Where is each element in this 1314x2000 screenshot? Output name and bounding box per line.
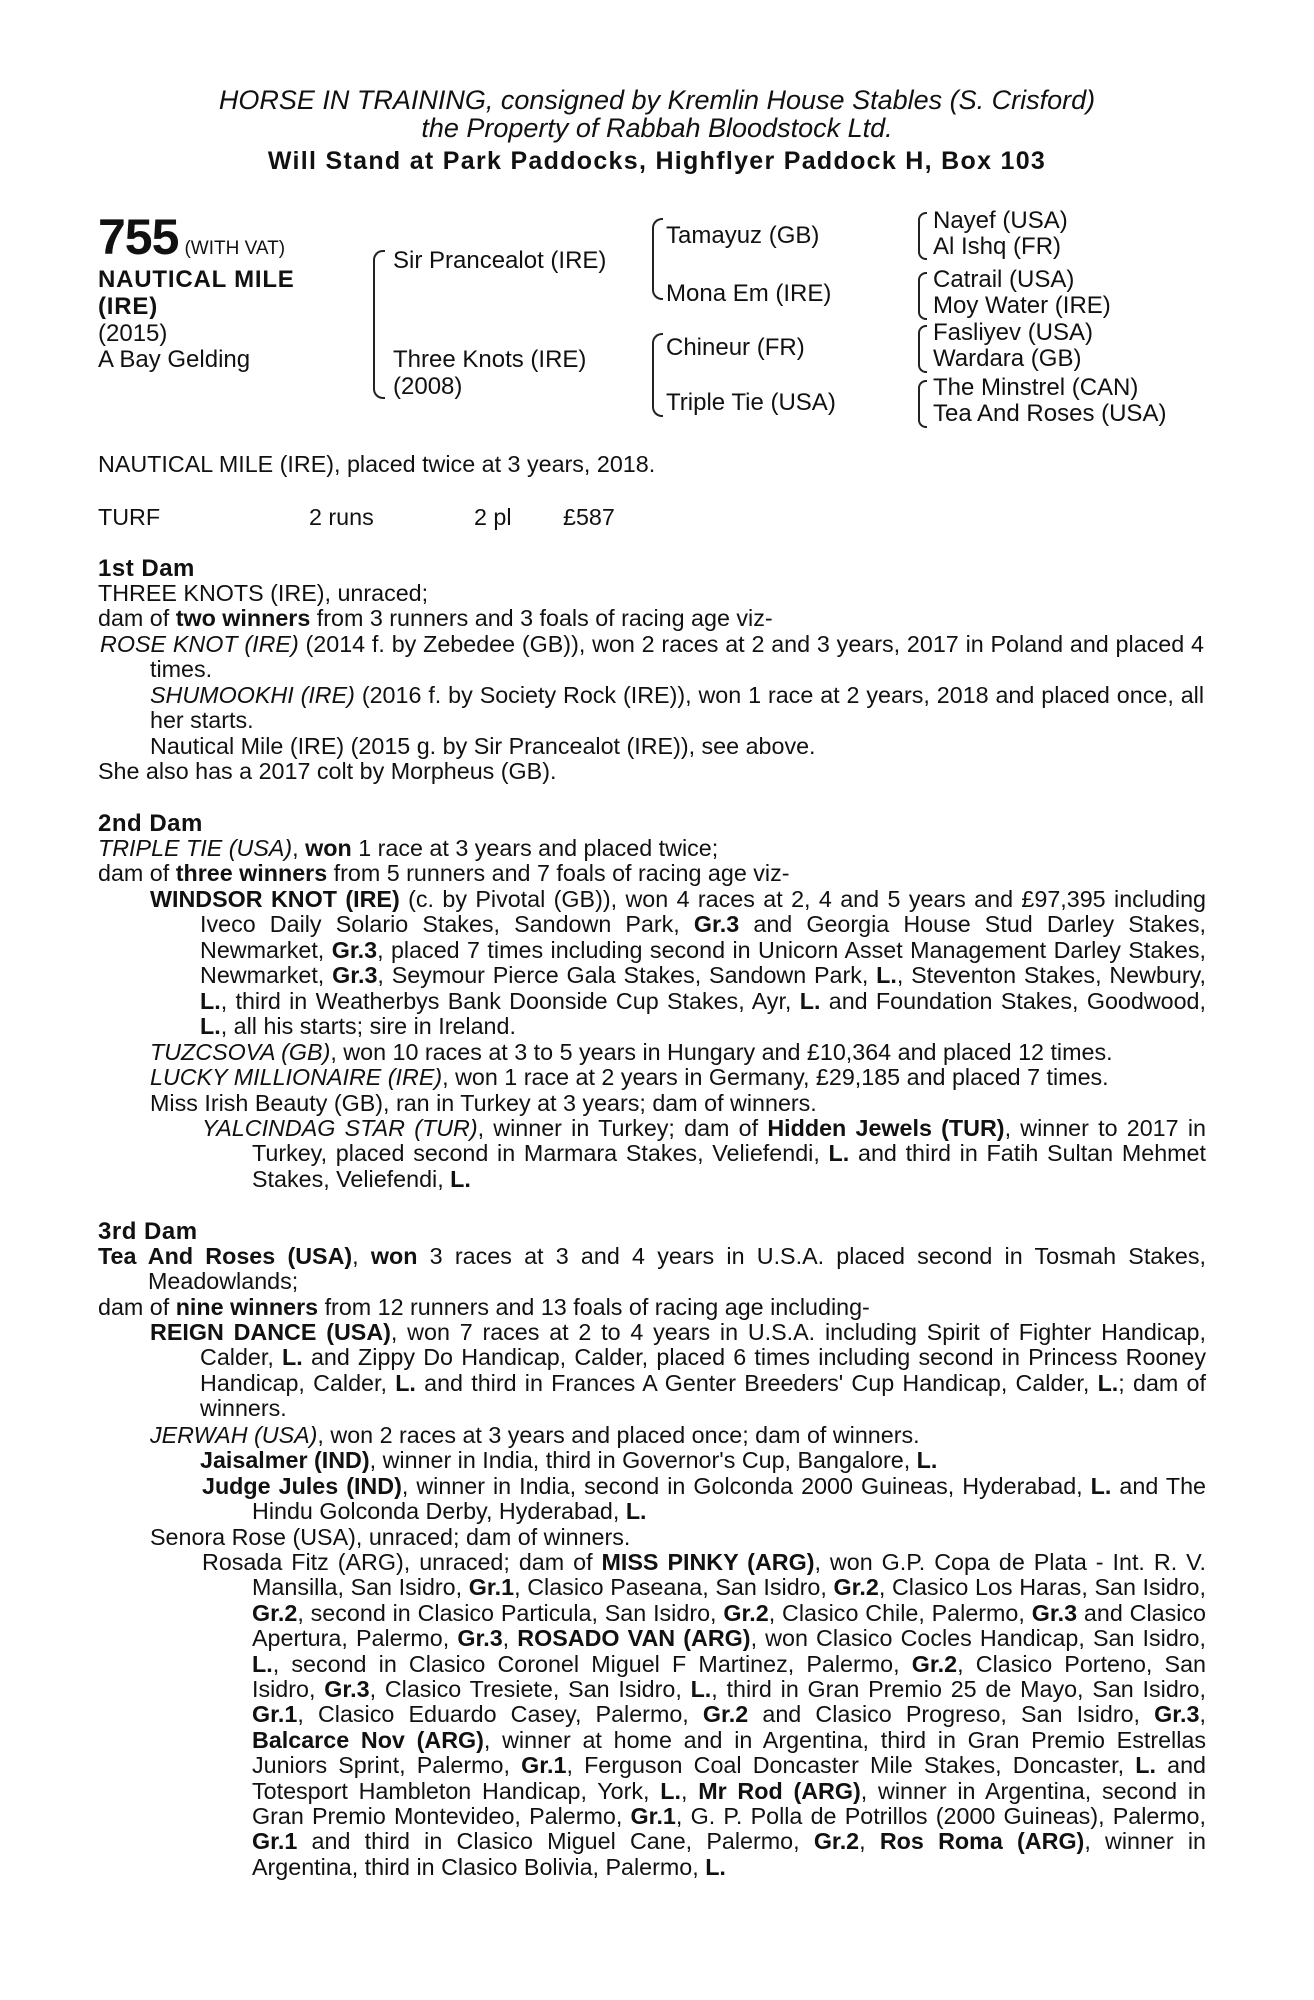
sire-line-brace (652, 218, 663, 300)
dam-sire: Chineur (FR) (666, 334, 805, 361)
dam-dam-sire: The Minstrel (CAN) (933, 374, 1139, 401)
consignor-line: HORSE IN TRAINING, consigned by Kremlin House Stables (S. Crisford) (218, 85, 1096, 115)
produce-reign-dance: REIGN DANCE (USA), won 7 races at 2 to 4 years in U.S.A. including Spirit of Fighter Handicap, Calder, L. and Zippy Do Handicap, Calder, placed 6 times including second in Princess Rooney Handicap, Calder, L. and third in Frances A Genter Breeders' Cup Handicap, Calder, L.; dam of winners. (150, 1319, 1206, 1422)
dam-sire-dam: Wardara (GB) (933, 345, 1082, 372)
record-earnings: £587 (563, 504, 615, 530)
produce-senora-rose: Senora Rose (USA), unraced; dam of winners. (150, 1524, 631, 1550)
third-dam-line: Tea And Roses (USA), won 3 races at 3 and 4 years in U.S.A. placed second in Tosmah Stakes, Meadowlands; (98, 1243, 1206, 1295)
gen3-brace (918, 325, 927, 373)
sire-dam-sire: Catrail (USA) (933, 266, 1075, 293)
second-dam-heading: 2nd Dam (98, 810, 203, 837)
horse-name: NAUTICAL MILE (98, 266, 295, 293)
produce-jaisalmer: Jaisalmer (IND), winner in India, third in Governor's Cup, Bangalore, L. (200, 1447, 938, 1473)
record-runs: 2 runs (309, 504, 374, 530)
dam-dam-dam: Tea And Roses (USA) (933, 400, 1167, 427)
horse-description: A Bay Gelding (98, 346, 251, 373)
produce-jerwah: JERWAH (USA), won 2 races at 3 years and placed once; dam of winners. (150, 1422, 920, 1448)
second-dam-produce-line: dam of three winners from 5 runners and 7 foals of racing age viz- (98, 860, 790, 886)
gen3-brace (918, 212, 927, 260)
produce-nautical-mile: Nautical Mile (IRE) (2015 g. by Sir Prancealot (IRE)), see above. (150, 733, 816, 759)
sire-sire: Tamayuz (GB) (666, 222, 820, 249)
sire: Sir Prancealot (IRE) (393, 247, 607, 274)
dam-year: (2008) (393, 373, 463, 400)
property-line: the Property of Rabbah Bloodstock Ltd. (421, 113, 893, 143)
stabling-line: Will Stand at Park Paddocks, Highflyer Paddock H, Box 103 (267, 147, 1047, 175)
sire-dam: Mona Em (IRE) (666, 280, 832, 307)
produce-lucky-millionaire: LUCKY MILLIONAIRE (IRE), won 1 race at 2 years in Germany, £29,185 and placed 7 times. (150, 1064, 1109, 1090)
first-dam-note: She also has a 2017 colt by Morpheus (GB). (98, 758, 557, 784)
dam-line-brace (652, 333, 663, 417)
second-dam-line: TRIPLE TIE (USA), won 1 race at 3 years and placed twice; (98, 835, 719, 861)
sire-sire-dam: Al Ishq (FR) (933, 233, 1062, 260)
first-dam-heading: 1st Dam (98, 555, 195, 582)
pedigree-brace (373, 250, 385, 399)
record-placed: 2 pl (474, 504, 512, 530)
produce-miss-irish-beauty: Miss Irish Beauty (GB), ran in Turkey at 3 years; dam of winners. (150, 1090, 817, 1116)
third-dam-heading: 3rd Dam (98, 1218, 198, 1245)
produce-rose-knot: ROSE KNOT (IRE) (2014 f. by Zebedee (GB)), won 2 races at 2 and 3 years, 2017 in Poland and placed 4 times. (100, 631, 1204, 683)
third-dam-produce-line: dam of nine winners from 12 runners and 13 foals of racing age including- (98, 1294, 870, 1320)
lot-number: 755 (98, 209, 179, 265)
foaling-year: (2015) (98, 320, 168, 347)
produce-shumookhi: SHUMOOKHI (IRE) (2016 f. by Society Rock (IRE)), won 1 race at 2 years, 2018 and placed once, all her starts. (150, 682, 1205, 734)
record-surface: TURF (98, 504, 161, 530)
first-dam-produce-line: dam of two winners from 3 runners and 3 foals of racing age viz- (98, 605, 773, 631)
gen3-brace (918, 272, 927, 320)
gen3-brace (918, 380, 927, 428)
horse-name-country: (IRE) (98, 293, 158, 320)
vat-note: (WITH VAT) (184, 238, 286, 259)
dam-sire-sire: Fasliyev (USA) (933, 319, 1094, 346)
dam-dam: Triple Tie (USA) (666, 389, 836, 416)
lot-number-block (98, 208, 285, 266)
produce-yalcindag-star: YALCINDAG STAR (TUR), winner in Turkey; dam of Hidden Jewels (TUR), winner to 2017 in Turkey, placed second in Marmara Stakes, Veliefendi, L. and third in Fatih Sultan Mehmet Stakes, Veliefendi, L. (202, 1115, 1206, 1192)
race-summary: NAUTICAL MILE (IRE), placed twice at 3 years, 2018. (98, 451, 656, 477)
first-dam-line: THREE KNOTS (IRE), unraced; (98, 580, 429, 606)
produce-judge-jules: Judge Jules (IND), winner in India, second in Golconda 2000 Guineas, Hyderabad, L. and The Hindu Golconda Derby, Hyderabad, L. (202, 1473, 1207, 1525)
produce-rosada-fitz: Rosada Fitz (ARG), unraced; dam of MISS PINKY (ARG), won G.P. Copa de Plata - Int. R. V. Mansilla, San Isidro, Gr.1, Clasico Paseana, San Isidro, Gr.2, Clasico Los Haras, San Isidro, Gr.2, second in Clasico Particula, San Isidro, Gr.2, Clasico Chile, Palermo, Gr.3 and Clasico Apertura, Palermo, Gr.3, ROSADO VAN (ARG), won Clasico Cocles Handicap, San Isidro, L., second in Clasico Coronel Miguel F Martinez, Palermo, Gr.2, Clasico Porteno, San Isidro, Gr.3, Clasico Tresiete, San Isidro, L., third in Gran Premio 25 de Mayo, San Isidro, Gr.1, Clasico Eduardo Casey, Palermo, Gr.2 and Clasico Progreso, San Isidro, Gr.3, Balcarce Nov (ARG), winner at home and in Argentina, third in Gran Premio Estrellas Juniors Sprint, Palermo, Gr.1, Ferguson Coal Doncaster Mile Stakes, Doncaster, L. and Totesport Hambleton Handicap, York, L., Mr Rod (ARG), winner in Argentina, second in Gran Premio Montevideo, Palermo, Gr.1, G. P. Polla de Potrillos (2000 Guineas), Palermo, Gr.1 and third in Clasico Miguel Cane, Palermo, Gr.2, Ros Roma (ARG), winner in Argentina, third in Clasico Bolivia, Palermo, L. (202, 1549, 1207, 1880)
dam: Three Knots (IRE) (393, 346, 587, 373)
produce-windsor-knot: WINDSOR KNOT (IRE) (c. by Pivotal (GB)), won 4 races at 2, 4 and 5 years and £97,395 including Iveco Daily Solario Stakes, Sandown Park, Gr.3 and Georgia House Stud Darley Stakes, Newmarket, Gr.3, placed 7 times including second in Unicorn Asset Management Darley Stakes, Newmarket, Gr.3, Seymour Pierce Gala Stakes, Sandown Park, L., Steventon Stakes, Newbury, L., third in Weatherbys Bank Doonside Cup Stakes, Ayr, L. and Foundation Stakes, Goodwood, L., all his starts; sire in Ireland. (150, 886, 1207, 1040)
sire-dam-dam: Moy Water (IRE) (933, 292, 1111, 319)
sire-sire-sire: Nayef (USA) (933, 207, 1068, 234)
produce-tuzcsova: TUZCSOVA (GB), won 10 races at 3 to 5 years in Hungary and £10,364 and placed 12 times. (150, 1039, 1113, 1065)
